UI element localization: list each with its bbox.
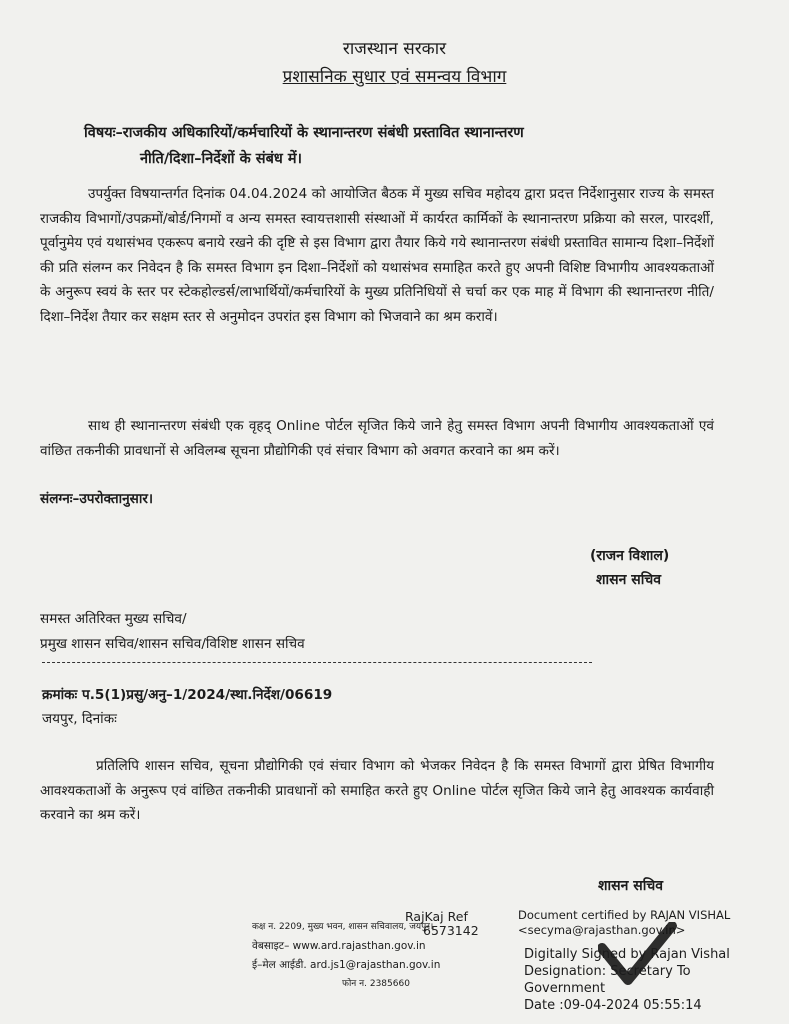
copy-signatory: शासन सचिव xyxy=(598,878,664,894)
recipient-line-2: प्रमुख शासन सचिव/शासन सचिव/विशिष्ट शासन सचिव xyxy=(40,636,305,652)
footer-address: कक्ष न. 2209, मुख्य भवन, शासन सचिवालय, जयपुर। xyxy=(252,922,434,932)
place-date: जयपुर, दिनांकः xyxy=(42,711,117,727)
subject-line-1: विषयः–राजकीय अधिकारियों/कर्मचारियों के स्थानान्तरण संबंधी प्रस्तावित स्थानान्तरण xyxy=(84,125,524,141)
signatory-title: शासन सचिव xyxy=(596,572,662,588)
subject-line-2: नीति/दिशा–निर्देशों के संबंध में। xyxy=(140,151,303,167)
recipient-line-1: समस्त अतिरिक्त मुख्य सचिव/ xyxy=(40,611,187,627)
enclosure-note: संलग्नः–उपरोक्तानुसार। xyxy=(40,491,154,507)
signed-by: Digitally Signed by Rajan Vishal xyxy=(524,947,730,962)
footer-email: ई–मेल आईडी. ard.js1@rajasthan.gov.in xyxy=(252,959,441,971)
reference-number: क्रमांकः प.5(1)प्रसु/अनु–1/2024/स्था.निर्देश/06619 xyxy=(42,687,333,703)
rajkaj-reference xyxy=(405,910,479,938)
digital-signature-block xyxy=(524,946,784,1014)
designation: Designation: Secretary To xyxy=(524,964,691,979)
separator-line xyxy=(42,662,592,663)
subject-block xyxy=(84,120,714,172)
copy-paragraph: प्रतिलिपि शासन सचिव, सूचना प्रौद्योगिकी एवं संचार विभाग को भेजकर निवेदन है कि समस्त विभागों द्वारा प्रेषित विभागीय आवश्यकताओं के अनुरूप एवं वांछित तकनीकी प्रावधानों को समाहित करते हुए Online पोर्टल सृजित किये जाने हेतु आवश्यक कार्यवाही करवाने का श्रम करें। xyxy=(40,758,714,823)
signatory-name: (राजन विशाल) xyxy=(590,548,670,564)
certifier-email: <secyma@rajasthan.gov.in> xyxy=(518,923,686,937)
footer-phone: फोन न. 2385660 xyxy=(342,979,410,989)
organisation: Government xyxy=(524,981,606,996)
body-paragraph-2: साथ ही स्थानान्तरण संबंधी एक वृहद् Online पोर्टल सृजित किये जाने हेतु समस्त विभाग अपनी विभागीय आवश्यकताओं एवं वांछित तकनीकी प्रावधानों से अविलम्ब सूचना प्रौद्योगिकी एवं संचार विभाग को अवगत करवाने का श्रम करें। xyxy=(40,418,714,459)
rajkaj-ref-label: RajKaj Ref xyxy=(405,909,468,924)
rajkaj-ref-number: 6573142 xyxy=(423,923,479,938)
signature-date: Date :09-04-2024 05:55:14 xyxy=(524,998,702,1013)
certified-by: Document certified by RAJAN VISHAL xyxy=(518,908,731,922)
department-heading: प्रशासनिक सुधार एवं समन्वय विभाग xyxy=(282,67,507,87)
government-heading: राजस्थान सरकार xyxy=(342,39,447,59)
body-paragraph-1: उपर्युक्त विषयान्तर्गत दिनांक 04.04.2024 को आयोजित बैठक में मुख्य सचिव महोदय द्वारा प्रदत्त निर्देशानुसार राज्य के समस्त राजकीय विभागों/उपक्रमों/बोर्ड/निगमों व अन्य समस्त स्वायत्तशासी संस्थाओं में कार्यरत कार्मिकों के स्थानान्तरण प्रक्रिया को सरल, पारदर्शी, पूर्वानुमेय एवं यथासंभव एकरूप बनाये रखने की दृष्टि से इस विभाग द्वारा तैयार किये गये स्थानान्तरण संबंधी प्रस्तावित सामान्य दिशा–निर्देशों की प्रति संलग्न कर निवेदन है कि समस्त विभाग इन दिशा–निर्देशों को यथासंभव समाहित करते हुए अपनी विशिष्ट विभागीय आवश्यकताओं के अनुरूप स्वयं के स्तर पर स्टेकहोल्डर्स/लाभार्थियों/कर्मचारियों के मुख्य प्रतिनिधियों से चर्चा कर एक माह में विभाग की स्थानान्तरण नीति/दिशा–निर्देश तैयार कर सक्षम स्तर से अनुमोदन उपरांत इस विभाग को भिजवाने का श्रम करावें। xyxy=(40,186,714,325)
footer-website: वेबसाइट– www.ard.rajasthan.gov.in xyxy=(252,940,426,952)
